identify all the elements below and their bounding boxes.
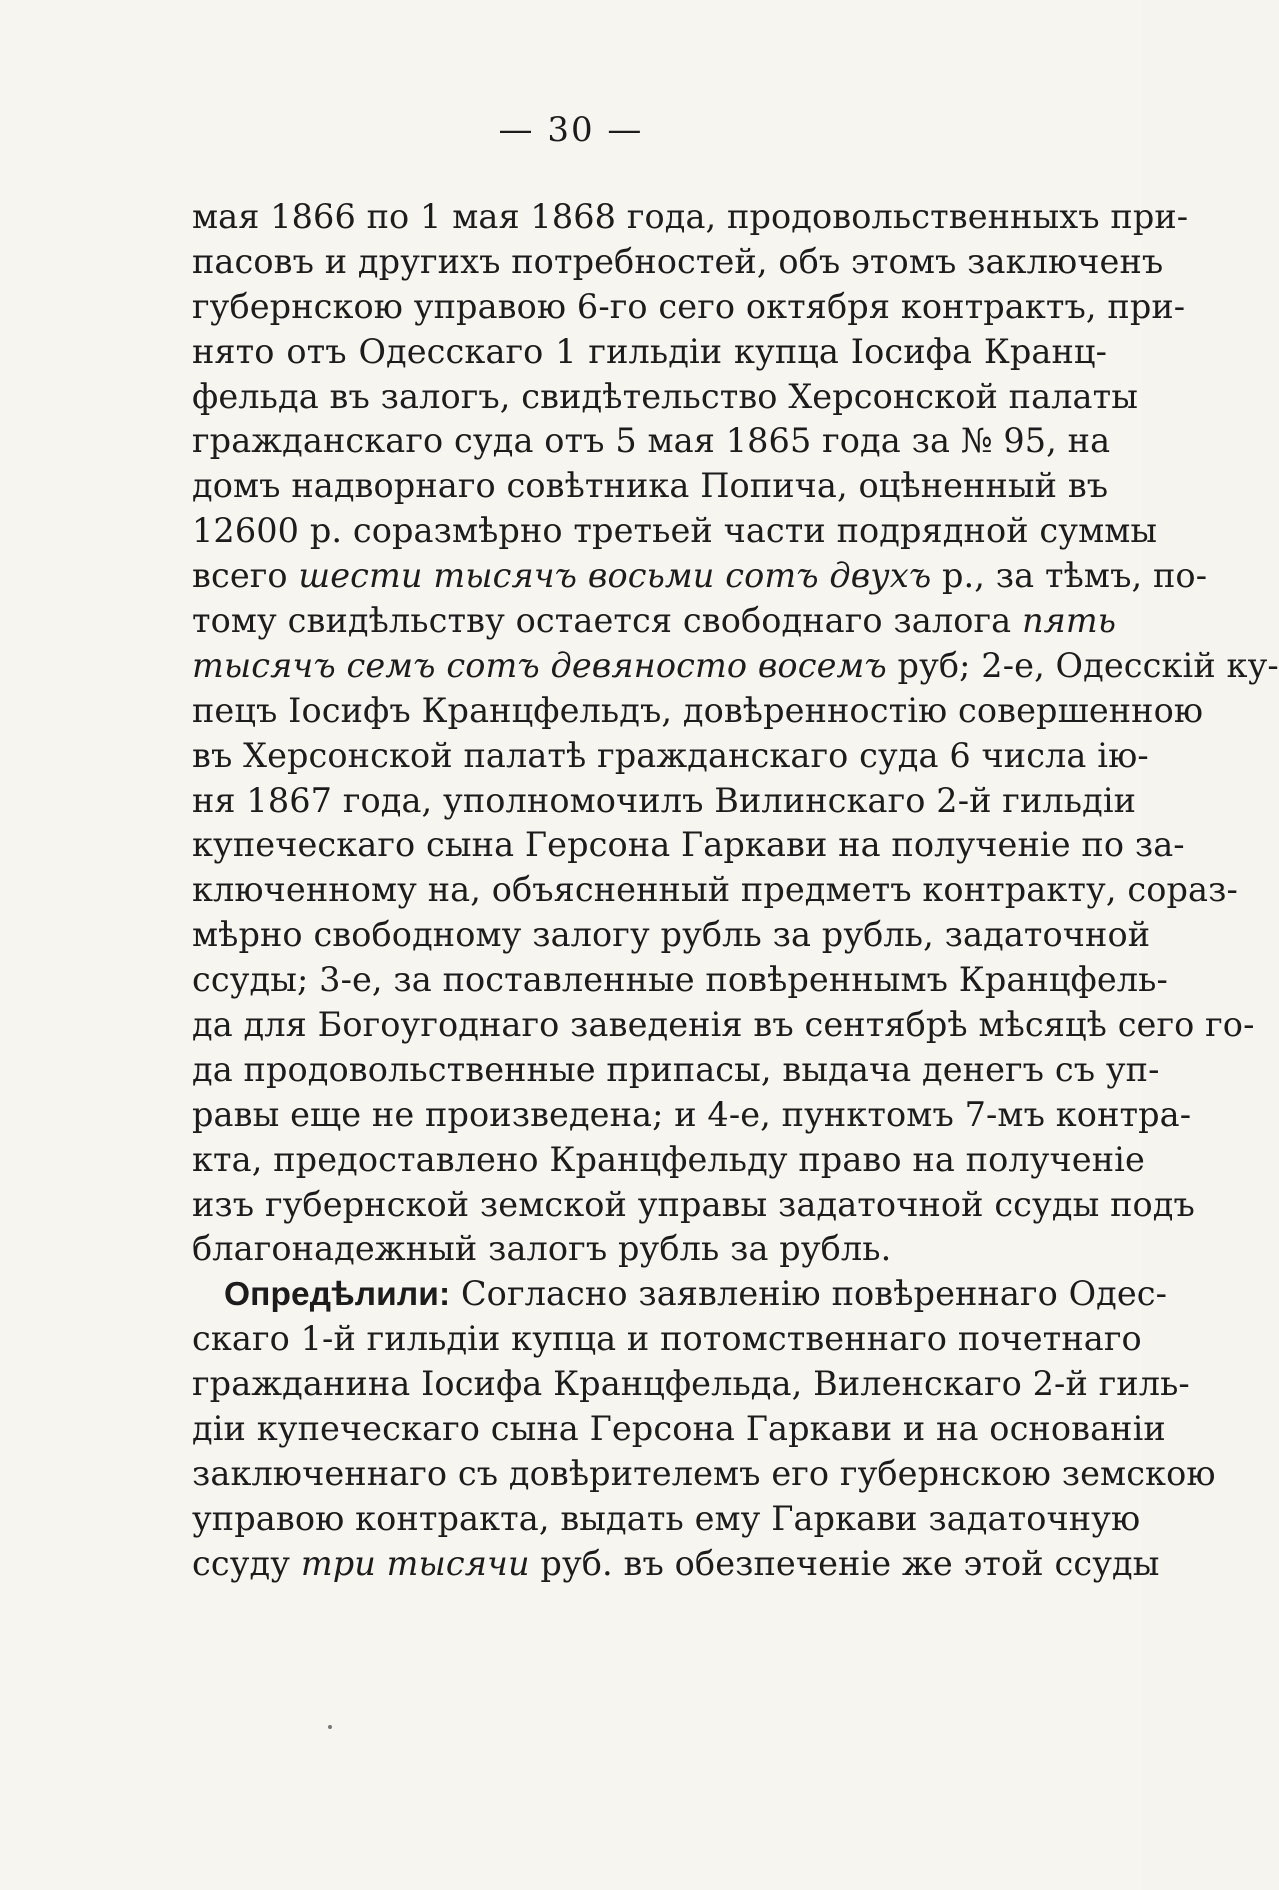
text-segment: руб; 2-е, Одесскій ку- (886, 645, 1279, 685)
text-segment: Согласно заявленію повѣреннаго Одес- (450, 1274, 1168, 1314)
text-segment: руб. въ обезпеченіе же этой ссуды (529, 1543, 1160, 1583)
text-line (192, 734, 1149, 779)
text-segment: гражданскаго суда отъ 5 мая 1865 года за № 95, на (192, 421, 1111, 461)
text-line (192, 1183, 1195, 1228)
text-segment: тому свидѣльству остается свободнаго залога (192, 601, 1022, 641)
text-segment: 12600 р. соразмѣрно третьей части подрядной суммы (192, 511, 1158, 551)
text-line (192, 1003, 1255, 1048)
text-segment: да для Богоугоднаго заведенія въ сентябрѣ мѣсяцѣ сего го- (192, 1005, 1255, 1045)
text-segment: мая 1866 по 1 мая 1868 года, продовольственныхъ при- (192, 197, 1189, 236)
text-line (192, 285, 1186, 330)
text-segment: заключеннаго съ довѣрителемъ его губернскою земскою (192, 1453, 1216, 1493)
emphasis-text: три тысячи (300, 1543, 530, 1583)
text-segment: управою контракта, выдать ему Гаркави задаточную (192, 1498, 1141, 1538)
text-line (192, 1138, 1145, 1183)
text-segment: ссуду (192, 1543, 301, 1583)
text-segment: діи купеческаго сына Герсона Гаркави и на основаніи (192, 1409, 1166, 1449)
text-segment: изъ губернской земской управы задаточной ссуды подъ (192, 1184, 1195, 1224)
text-line (192, 644, 1279, 689)
heading-word: Опредѣлили: (224, 1276, 451, 1314)
text-line (192, 554, 1208, 599)
text-segment: ня 1867 года, уполномочилъ Вилинскаго 2-й гильдіи (192, 780, 1137, 820)
text-segment: мѣрно свободному залогу рубль за рубль, задаточной (192, 915, 1151, 955)
text-line (192, 1227, 1107, 1272)
text-segment: губернскою управою 6-го сего октября контрактъ, при- (192, 286, 1186, 326)
text-segment: купеческаго сына Герсона Гаркави на полученіе по за- (192, 825, 1185, 865)
text-line (192, 1362, 1190, 1407)
text-segment: гражданина Іосифа Кранцфельда, Виленскаго 2-й гиль- (192, 1364, 1190, 1404)
text-line (192, 958, 1168, 1003)
text-line (192, 1497, 1141, 1542)
body-text (192, 195, 1279, 1587)
emphasis-text: пять (1021, 601, 1117, 641)
print-speck (328, 1725, 332, 1729)
text-line (192, 330, 1107, 375)
text-segment: домъ надворнаго совѣтника Попича, оцѣненный въ (192, 466, 1109, 506)
text-segment: пецъ Іосифъ Кранцфельдъ, довѣренностію совершенною (192, 690, 1204, 730)
text-line (192, 509, 1158, 554)
text-segment: фельда въ залогъ, свидѣтельство Херсонской палаты (192, 376, 1138, 416)
text-line (192, 1093, 1192, 1138)
text-segment: равы еще не произведена; и 4-е, пунктомъ 7-мъ контра- (192, 1094, 1192, 1134)
text-line (192, 1317, 1142, 1362)
text-segment: въ Херсонской палатѣ гражданскаго суда 6 числа ію- (192, 735, 1149, 775)
text-segment: кта, предоставлено Кранцфельду право на полученіе (192, 1139, 1145, 1179)
text-segment: ключенному на, объясненный предметъ контракту, сораз- (192, 870, 1238, 910)
text-line (192, 464, 1107, 509)
text-line (192, 240, 1164, 285)
page-number: — 30 — (498, 110, 644, 150)
text-line (192, 419, 1111, 464)
text-segment: благонадежный залогъ рубль за рубль. (192, 1229, 892, 1269)
text-segment: пасовъ и другихъ потребностей, объ этомъ заключенъ (192, 241, 1164, 281)
text-segment: ссуды; 3-е, за поставленные повѣреннымъ Кранцфель- (192, 960, 1168, 1000)
text-line (192, 868, 1238, 913)
text-line (192, 1542, 1160, 1587)
text-line (192, 689, 1204, 734)
text-line (192, 913, 1151, 958)
text-line (192, 195, 1189, 240)
text-line (192, 1407, 1166, 1452)
text-segment: скаго 1-й гильдіи купца и потомственнаго почетнаго (192, 1319, 1142, 1359)
text-line (192, 1452, 1216, 1497)
emphasis-text: тысячъ семъ сотъ девяносто восемъ (192, 645, 887, 685)
text-line (192, 1272, 1168, 1317)
text-line (192, 823, 1185, 868)
text-segment: р., за тѣмъ, по- (931, 556, 1208, 596)
text-segment: нято отъ Одесскаго 1 гильдіи купца Іосифа Кранц- (192, 331, 1107, 371)
text-line (192, 599, 1117, 644)
emphasis-text: шести тысячъ восьми сотъ двухъ (298, 556, 932, 596)
text-line (192, 375, 1138, 420)
text-line (192, 779, 1137, 824)
text-line (192, 1048, 1160, 1093)
text-segment: всего (192, 556, 299, 596)
text-segment: да продовольственные припасы, выдача денегъ съ уп- (192, 1049, 1160, 1089)
